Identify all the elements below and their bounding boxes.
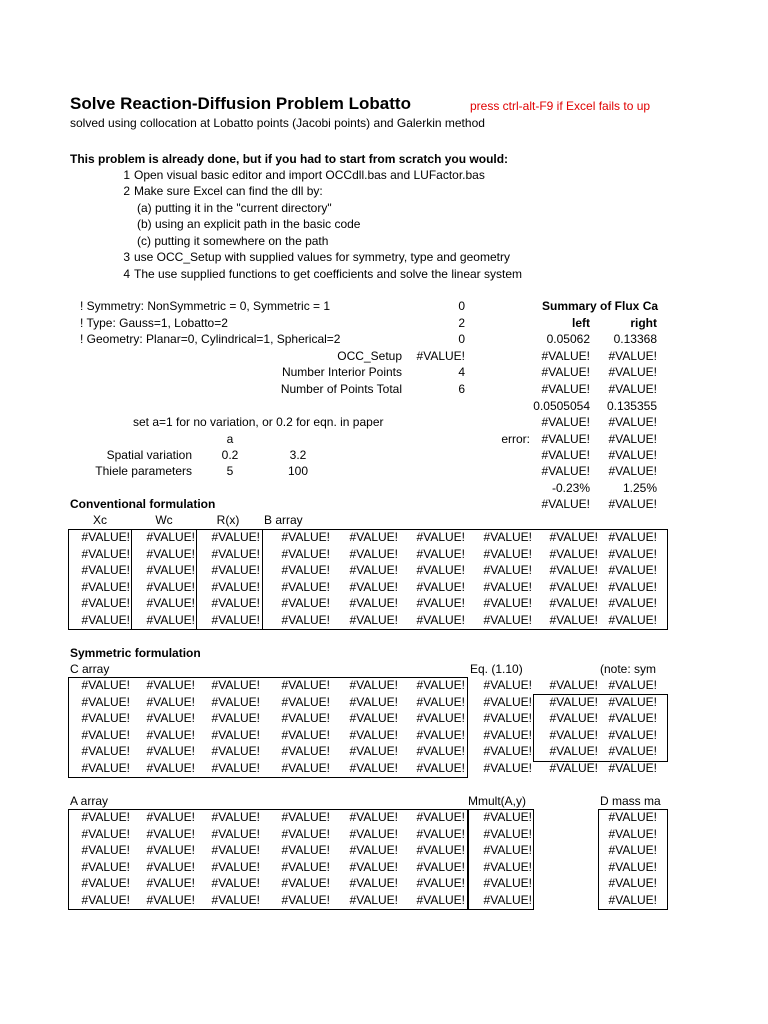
c-array-cell[interactable]: #VALUE! (349, 694, 398, 709)
c-array-cell[interactable]: #VALUE! (608, 694, 657, 709)
symmetry-note: (note: sym (600, 662, 657, 676)
conventional-cell[interactable]: #VALUE! (81, 546, 130, 561)
conventional-cell[interactable]: #VALUE! (211, 596, 260, 610)
conventional-cell[interactable]: #VALUE! (146, 530, 195, 544)
col-header-b-array: B array (264, 513, 303, 527)
flux-right-cell[interactable]: 0.13368 (613, 332, 657, 346)
c-array-cell[interactable]: #VALUE! (349, 711, 398, 725)
c-array-cell[interactable]: #VALUE! (349, 760, 398, 775)
a-array-cell[interactable]: #VALUE! (281, 826, 330, 841)
conventional-cell[interactable]: #VALUE! (416, 596, 465, 610)
a-array-cell[interactable]: #VALUE! (608, 892, 657, 907)
conventional-cell[interactable]: #VALUE! (146, 546, 195, 561)
error-label: error: (501, 432, 530, 446)
a-array-cell[interactable]: #VALUE! (146, 843, 195, 857)
page-title: Solve Reaction-Diffusion Problem Lobatto (70, 94, 411, 113)
c-array-cell[interactable]: #VALUE! (608, 760, 657, 775)
a-array-cell[interactable]: #VALUE! (281, 843, 330, 857)
conventional-cell[interactable]: #VALUE! (483, 612, 532, 627)
c-array-cell[interactable]: #VALUE! (211, 678, 260, 692)
conventional-cell[interactable]: #VALUE! (81, 596, 130, 610)
a-array-cell[interactable]: #VALUE! (483, 876, 532, 890)
flux-right-cell[interactable]: #VALUE! (608, 448, 657, 462)
conventional-cell[interactable]: #VALUE! (549, 579, 598, 594)
c-array-cell[interactable]: #VALUE! (146, 711, 195, 725)
a-array-cell[interactable]: #VALUE! (146, 892, 195, 907)
thiele-label: Thiele parameters (95, 464, 192, 478)
a-array-cell[interactable]: #VALUE! (281, 876, 330, 890)
flux-left-cell[interactable]: #VALUE! (541, 415, 590, 429)
interior-points-label: Number Interior Points (281, 365, 402, 379)
symmetry-label: ! Symmetry: NonSymmetric = 0, Symmetric = 1 (80, 299, 331, 313)
a-header: a (226, 432, 234, 446)
conventional-cell[interactable]: #VALUE! (146, 579, 195, 594)
a-array-cell[interactable]: #VALUE! (81, 826, 130, 841)
c-array-cell[interactable]: #VALUE! (146, 744, 195, 758)
step-number: 1 (123, 168, 130, 182)
a-array-cell[interactable]: #VALUE! (211, 843, 260, 857)
c-array-cell[interactable]: #VALUE! (211, 744, 260, 758)
c-array-cell[interactable]: #VALUE! (416, 711, 465, 725)
grid-line (196, 529, 197, 630)
step-number: 4 (123, 267, 130, 281)
col-header-wc: Wc (155, 513, 173, 527)
flux-left-cell[interactable]: #VALUE! (541, 448, 590, 462)
a-array-cell[interactable]: #VALUE! (281, 892, 330, 907)
c-array-cell[interactable]: #VALUE! (483, 678, 532, 692)
a-array-cell[interactable]: #VALUE! (211, 892, 260, 907)
conventional-cell[interactable]: #VALUE! (211, 579, 260, 594)
occ-setup-label: OCC_Setup (337, 349, 402, 363)
spatial-variation-a[interactable]: 0.2 (221, 448, 239, 462)
a-array-cell[interactable]: #VALUE! (416, 826, 465, 841)
c-array-cell[interactable]: #VALUE! (483, 744, 532, 758)
conventional-cell[interactable]: #VALUE! (211, 612, 260, 627)
a-array-cell[interactable]: #VALUE! (483, 810, 532, 824)
conventional-cell[interactable]: #VALUE! (281, 579, 330, 594)
conventional-cell[interactable]: #VALUE! (549, 530, 598, 544)
geometry-value[interactable]: 0 (458, 332, 465, 346)
c-array-cell[interactable]: #VALUE! (416, 760, 465, 775)
flux-right-cell[interactable]: #VALUE! (608, 415, 657, 429)
spatial-variation-b[interactable]: 3.2 (289, 448, 307, 462)
conventional-cell[interactable]: #VALUE! (81, 612, 130, 627)
occ-setup-value[interactable]: #VALUE! (416, 349, 465, 363)
flux-right-cell[interactable]: #VALUE! (608, 382, 657, 396)
c-array-cell[interactable]: #VALUE! (349, 678, 398, 692)
c-array-cell[interactable]: #VALUE! (416, 727, 465, 742)
a-array-cell[interactable]: #VALUE! (146, 826, 195, 841)
c-array-cell[interactable]: #VALUE! (608, 711, 657, 725)
a-array-cell[interactable]: #VALUE! (483, 843, 532, 857)
conventional-cell[interactable]: #VALUE! (349, 563, 398, 577)
c-array-cell[interactable]: #VALUE! (81, 694, 130, 709)
a-array-cell[interactable]: #VALUE! (281, 859, 330, 874)
substep-text: (b) using an explicit path in the basic code (137, 217, 361, 231)
flux-left-cell[interactable]: #VALUE! (541, 432, 590, 446)
conventional-cell[interactable]: #VALUE! (549, 563, 598, 577)
a-array-cell[interactable]: #VALUE! (81, 859, 130, 874)
type-label: ! Type: Gauss=1, Lobatto=2 (80, 316, 228, 330)
substep-text: (c) putting it somewhere on the path (137, 234, 329, 248)
flux-right-cell[interactable]: #VALUE! (608, 365, 657, 379)
d-mass-label: D mass ma (600, 794, 661, 808)
a-array-cell[interactable]: #VALUE! (416, 892, 465, 907)
a-array-cell[interactable]: #VALUE! (608, 859, 657, 874)
a-array-cell[interactable]: #VALUE! (81, 876, 130, 890)
c-array-cell[interactable]: #VALUE! (281, 711, 330, 725)
flux-right-cell[interactable]: #VALUE! (608, 464, 657, 478)
c-array-cell[interactable]: #VALUE! (281, 678, 330, 692)
c-array-cell[interactable]: #VALUE! (146, 678, 195, 692)
c-array-cell[interactable]: #VALUE! (549, 760, 598, 775)
spatial-variation-label: Spatial variation (106, 448, 192, 462)
flux-right-cell[interactable]: #VALUE! (608, 349, 657, 363)
col-header-rx: R(x) (216, 513, 240, 527)
geometry-label: ! Geometry: Planar=0, Cylindrical=1, Spherical=2 (80, 332, 341, 346)
conventional-cell[interactable]: #VALUE! (146, 563, 195, 577)
type-value[interactable]: 2 (458, 316, 465, 330)
c-array-cell[interactable]: #VALUE! (281, 727, 330, 742)
conventional-cell[interactable]: #VALUE! (349, 612, 398, 627)
flux-right-cell[interactable]: 0.135355 (606, 399, 657, 413)
conventional-cell[interactable]: #VALUE! (416, 612, 465, 627)
step-number: 2 (123, 184, 130, 198)
step-number: 3 (123, 250, 130, 264)
c-array-cell[interactable]: #VALUE! (549, 727, 598, 742)
excel-recalc-note: press ctrl-alt-F9 if Excel fails to up (470, 99, 651, 113)
conventional-cell[interactable]: #VALUE! (549, 612, 598, 627)
conventional-cell[interactable]: #VALUE! (483, 530, 532, 544)
grid-line (262, 529, 263, 630)
step-text: Open visual basic editor and import OCCdll.bas and LUFactor.bas (134, 168, 485, 182)
c-array-cell[interactable]: #VALUE! (211, 694, 260, 709)
conventional-cell[interactable]: #VALUE! (549, 596, 598, 610)
conventional-cell[interactable]: #VALUE! (281, 546, 330, 561)
step-text: The use supplied functions to get coefficients and solve the linear system (134, 267, 523, 281)
a-array-cell[interactable]: #VALUE! (483, 892, 532, 907)
c-array-cell[interactable]: #VALUE! (146, 694, 195, 709)
a-array-label: A array (70, 794, 109, 808)
c-array-cell[interactable]: #VALUE! (608, 727, 657, 742)
conventional-cell[interactable]: #VALUE! (608, 579, 657, 594)
c-array-cell[interactable]: #VALUE! (549, 678, 598, 692)
conventional-cell[interactable]: #VALUE! (483, 563, 532, 577)
a-array-cell[interactable]: #VALUE! (608, 876, 657, 890)
flux-left-cell[interactable]: 0.05062 (546, 332, 590, 346)
conventional-cell[interactable]: #VALUE! (281, 612, 330, 627)
symmetry-value[interactable]: 0 (458, 299, 465, 313)
a-array-cell[interactable]: #VALUE! (281, 810, 330, 824)
conventional-cell[interactable]: #VALUE! (146, 612, 195, 627)
a-array-cell[interactable]: #VALUE! (211, 826, 260, 841)
c-array-cell[interactable]: #VALUE! (211, 760, 260, 775)
conventional-cell[interactable]: #VALUE! (81, 579, 130, 594)
c-array-label: C array (70, 662, 110, 676)
a-array-cell[interactable]: #VALUE! (349, 826, 398, 841)
eq-label: Eq. (1.10) (470, 662, 523, 676)
c-array-cell[interactable]: #VALUE! (81, 678, 130, 692)
symmetric-title: Symmetric formulation (70, 646, 201, 660)
a-array-cell[interactable]: #VALUE! (211, 859, 260, 874)
a-array-cell[interactable]: #VALUE! (483, 859, 532, 874)
conventional-cell[interactable]: #VALUE! (608, 563, 657, 577)
conventional-title: Conventional formulation (70, 497, 216, 511)
a-array-cell[interactable]: #VALUE! (81, 843, 130, 857)
conventional-cell[interactable]: #VALUE! (349, 596, 398, 610)
flux-left-cell[interactable]: 0.0505054 (533, 399, 590, 413)
c-array-cell[interactable]: #VALUE! (549, 694, 598, 709)
flux-right-cell[interactable]: 1.25% (622, 481, 657, 495)
conventional-cell[interactable]: #VALUE! (416, 579, 465, 594)
mmult-label: Mmult(A,y) (468, 794, 526, 808)
conventional-cell[interactable]: #VALUE! (281, 596, 330, 610)
c-array-cell[interactable]: #VALUE! (416, 678, 465, 692)
a-array-cell[interactable]: #VALUE! (416, 843, 465, 857)
flux-summary-title: Summary of Flux Ca (542, 299, 659, 313)
a-array-cell[interactable]: #VALUE! (81, 810, 130, 824)
c-array-cell[interactable]: #VALUE! (483, 694, 532, 709)
a-array-cell[interactable]: #VALUE! (483, 826, 532, 841)
step-text: Make sure Excel can find the dll by: (134, 184, 323, 198)
conventional-cell[interactable]: #VALUE! (483, 596, 532, 610)
a-array-cell[interactable]: #VALUE! (416, 859, 465, 874)
c-array-cell[interactable]: #VALUE! (281, 694, 330, 709)
conventional-cell[interactable]: #VALUE! (608, 546, 657, 561)
a-array-cell[interactable]: #VALUE! (608, 843, 657, 857)
a-array-cell[interactable]: #VALUE! (349, 892, 398, 907)
conventional-cell[interactable]: #VALUE! (81, 563, 130, 577)
conventional-cell[interactable]: #VALUE! (211, 546, 260, 561)
conventional-cell[interactable]: #VALUE! (81, 530, 130, 544)
flux-left-cell[interactable]: #VALUE! (541, 349, 590, 363)
a-array-cell[interactable]: #VALUE! (349, 810, 398, 824)
conventional-cell[interactable]: #VALUE! (349, 546, 398, 561)
flux-left-cell[interactable]: #VALUE! (541, 497, 590, 511)
substep-text: (a) putting it in the "current directory" (137, 201, 332, 215)
a-array-cell[interactable]: #VALUE! (608, 810, 657, 824)
flux-right-header: right (630, 316, 657, 330)
conventional-cell[interactable]: #VALUE! (483, 579, 532, 594)
conventional-cell[interactable]: #VALUE! (608, 530, 657, 544)
conventional-cell[interactable]: #VALUE! (146, 596, 195, 610)
c-array-cell[interactable]: #VALUE! (483, 727, 532, 742)
a-array-cell[interactable]: #VALUE! (608, 826, 657, 841)
flux-left-cell[interactable]: #VALUE! (541, 382, 590, 396)
a-array-cell[interactable]: #VALUE! (146, 876, 195, 890)
thiele-a[interactable]: 5 (226, 464, 234, 478)
conventional-cell[interactable]: #VALUE! (549, 546, 598, 561)
c-array-cell[interactable]: #VALUE! (416, 694, 465, 709)
c-array-cell[interactable]: #VALUE! (81, 744, 130, 758)
a-variation-note: set a=1 for no variation, or 0.2 for eqn. in paper (133, 415, 384, 429)
conventional-cell[interactable]: #VALUE! (416, 530, 465, 544)
c-array-cell[interactable]: #VALUE! (81, 727, 130, 742)
c-array-cell[interactable]: #VALUE! (211, 727, 260, 742)
total-points-value[interactable]: 6 (458, 382, 465, 396)
c-array-cell[interactable]: #VALUE! (483, 711, 532, 725)
c-array-cell[interactable]: #VALUE! (349, 727, 398, 742)
flux-right-cell[interactable]: #VALUE! (608, 497, 657, 511)
c-array-cell[interactable]: #VALUE! (549, 711, 598, 725)
page-subtitle: solved using collocation at Lobatto points (Jacobi points) and Galerkin method (70, 116, 485, 130)
conventional-cell[interactable]: #VALUE! (281, 530, 330, 544)
flux-left-cell[interactable]: #VALUE! (541, 365, 590, 379)
c-array-cell[interactable]: #VALUE! (483, 760, 532, 775)
a-array-cell[interactable]: #VALUE! (349, 876, 398, 890)
c-array-cell[interactable]: #VALUE! (608, 744, 657, 758)
c-array-cell[interactable]: #VALUE! (608, 678, 657, 692)
conventional-cell[interactable]: #VALUE! (281, 563, 330, 577)
flux-left-header: left (572, 316, 590, 330)
flux-left-cell[interactable]: -0.23% (551, 481, 590, 495)
interior-points-value[interactable]: 4 (458, 365, 465, 379)
c-array-cell[interactable]: #VALUE! (146, 760, 195, 775)
a-array-cell[interactable]: #VALUE! (146, 810, 195, 824)
c-array-cell[interactable]: #VALUE! (281, 760, 330, 775)
col-header-xc: Xc (92, 513, 107, 527)
grid-line (131, 529, 132, 630)
a-array-cell[interactable]: #VALUE! (416, 876, 465, 890)
conventional-cell[interactable]: #VALUE! (349, 530, 398, 544)
c-array-cell[interactable]: #VALUE! (146, 727, 195, 742)
c-array-cell[interactable]: #VALUE! (281, 744, 330, 758)
a-array-cell[interactable]: #VALUE! (81, 892, 130, 907)
conventional-cell[interactable]: #VALUE! (416, 563, 465, 577)
conventional-cell[interactable]: #VALUE! (349, 579, 398, 594)
flux-left-cell[interactable]: #VALUE! (541, 464, 590, 478)
conventional-cell[interactable]: #VALUE! (608, 596, 657, 610)
thiele-b[interactable]: 100 (287, 464, 309, 478)
conventional-cell[interactable]: #VALUE! (211, 563, 260, 577)
c-array-cell[interactable]: #VALUE! (81, 711, 130, 725)
a-array-cell[interactable]: #VALUE! (211, 876, 260, 890)
a-array-cell[interactable]: #VALUE! (349, 843, 398, 857)
c-array-cell[interactable]: #VALUE! (549, 744, 598, 758)
conventional-cell[interactable]: #VALUE! (211, 530, 260, 544)
a-array-cell[interactable]: #VALUE! (416, 810, 465, 824)
c-array-cell[interactable]: #VALUE! (349, 744, 398, 758)
a-array-cell[interactable]: #VALUE! (146, 859, 195, 874)
c-array-cell[interactable]: #VALUE! (211, 711, 260, 725)
a-array-cell[interactable]: #VALUE! (211, 810, 260, 824)
total-points-label: Number of Points Total (280, 382, 402, 396)
step-text: use OCC_Setup with supplied values for symmetry, type and geometry (134, 250, 510, 264)
c-array-cell[interactable]: #VALUE! (416, 744, 465, 758)
a-array-cell[interactable]: #VALUE! (349, 859, 398, 874)
c-array-cell[interactable]: #VALUE! (81, 760, 130, 775)
conventional-cell[interactable]: #VALUE! (416, 546, 465, 561)
conventional-cell[interactable]: #VALUE! (483, 546, 532, 561)
instructions-heading: This problem is already done, but if you had to start from scratch you would: (70, 152, 509, 166)
flux-right-cell[interactable]: #VALUE! (608, 432, 657, 446)
conventional-cell[interactable]: #VALUE! (608, 612, 657, 627)
